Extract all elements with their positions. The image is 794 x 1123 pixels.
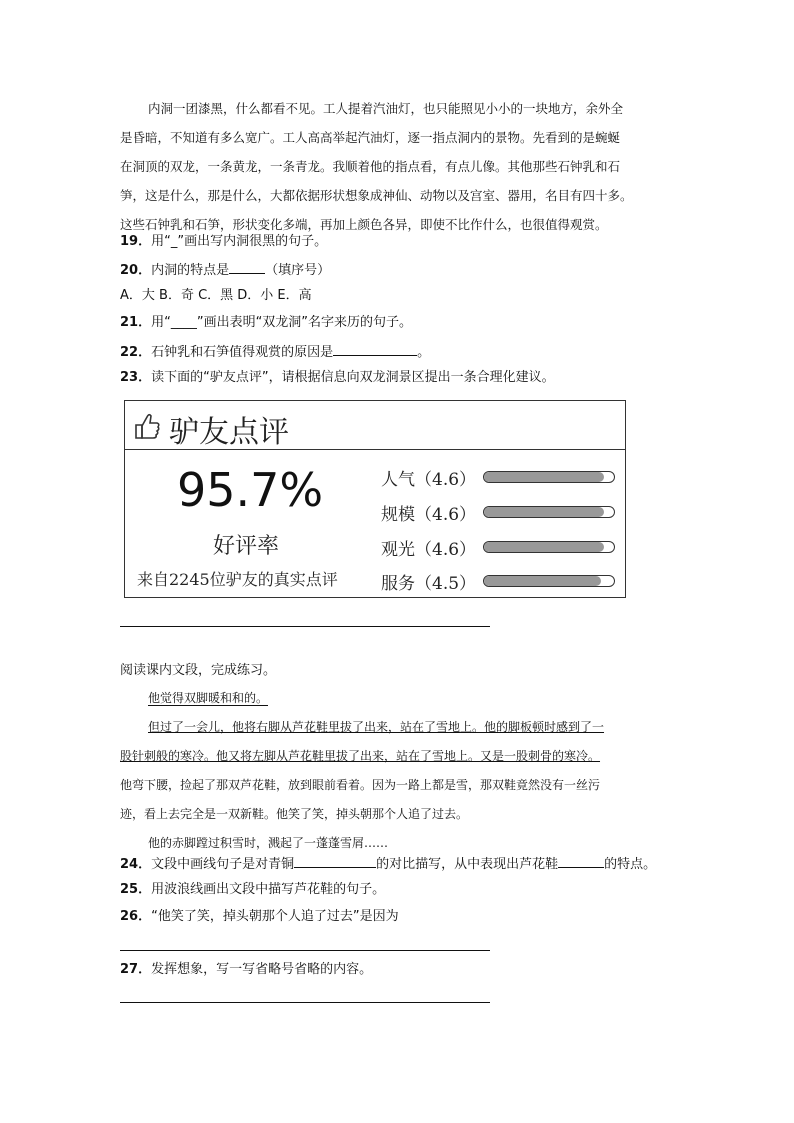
question-number: 24． bbox=[120, 857, 152, 872]
passage-line: 是昏暗，不知道有多么宽广。工人高高举起汽油灯，逐一指点洞内的景物。先看到的是蜿蜒 bbox=[120, 130, 621, 145]
question-number: 21． bbox=[120, 315, 152, 330]
review-card-header bbox=[125, 401, 625, 450]
question-25 bbox=[120, 881, 385, 899]
question-text: 用波浪线画出文段中描写芦花鞋的句子。 bbox=[151, 882, 386, 897]
question-text: 文段中画线句子是对青铜 bbox=[151, 857, 295, 872]
question-text: 用“____”画出表明“双龙洞”名字来历的句子。 bbox=[151, 315, 413, 330]
question-19 bbox=[120, 233, 327, 251]
question-text: 用“_”画出写内洞很黑的句子。 bbox=[151, 234, 328, 249]
question-text-after: 的特点。 bbox=[604, 857, 657, 872]
metric-bar-fill bbox=[484, 472, 604, 482]
metric-bar-fill bbox=[484, 576, 601, 586]
question-26 bbox=[120, 908, 399, 926]
question-number: 27． bbox=[120, 962, 152, 977]
answer-line-26[interactable] bbox=[120, 950, 490, 951]
question-number: 25． bbox=[120, 882, 152, 897]
answer-blank[interactable] bbox=[294, 854, 376, 868]
question-number: 20． bbox=[120, 263, 152, 278]
underlined-sentence: 他觉得双脚暖和和的。 bbox=[148, 691, 269, 705]
passage-line: 内洞一团漆黑，什么都看不见。工人提着汽油灯，也只能照见小小的一块地方，余外全 bbox=[148, 101, 624, 116]
review-source: 来自2245位驴友的真实点评 bbox=[137, 570, 338, 589]
question-text: 发挥想象，写一写省略号省略的内容。 bbox=[151, 962, 373, 977]
metric-bar-fill bbox=[484, 507, 604, 517]
question-text: 内洞的特点是 bbox=[151, 263, 230, 278]
section2-intro: 阅读课内文段，完成练习。 bbox=[120, 663, 277, 678]
question-text: 读下面的“驴友点评”，请根据信息向双龙洞景区提出一条合理化建议。 bbox=[151, 370, 555, 385]
question-text-mid: 的对比描写，从中表现出芦花鞋 bbox=[376, 857, 559, 872]
question-text: “他笑了笑，掉头朝那个人追了过去”是因为 bbox=[151, 909, 399, 924]
answer-blank[interactable] bbox=[229, 260, 265, 274]
question-20-options bbox=[120, 287, 312, 305]
options-text: A．大 B．奇 C．黑 D．小 E．高 bbox=[120, 288, 312, 303]
question-number: 26． bbox=[120, 909, 152, 924]
passage-cave bbox=[120, 94, 680, 239]
metric-bar-sightseeing bbox=[483, 541, 615, 553]
passage-line: 股针刺般的寒冷。他又将左脚从芦花鞋里拔了出来，站在了雪地上。又是一股刺骨的寒冷。 bbox=[120, 749, 601, 763]
passage-line: 这些石钟乳和石笋，形状变化多端，再加上颜色各异，即使不比作什么，也很值得观赏。 bbox=[120, 217, 608, 232]
passage-line: 他的赤脚蹚过积雪时，溅起了一蓬蓬雪屑…… bbox=[148, 836, 389, 850]
passage-line: 迹，看上去完全是一双新鞋。他笑了笑，掉头朝那个人追了过去。 bbox=[120, 807, 469, 821]
passage-line: 笋，这是什么，那是什么，大都依据形状想象成神仙、动物以及宫室、器用，名目有四十多。 bbox=[120, 188, 633, 203]
question-number: 22． bbox=[120, 345, 152, 360]
question-27 bbox=[120, 961, 372, 979]
passage-reed-shoes bbox=[120, 684, 680, 858]
question-23 bbox=[120, 369, 555, 387]
passage-line: 在洞顶的双龙，一条黄龙，一条青龙。我顺着他的指点看，有点儿像。其他那些石钟乳和石 bbox=[120, 159, 621, 174]
rating-percent: 95.7% bbox=[177, 463, 324, 517]
review-card bbox=[124, 400, 626, 598]
metric-label-sightseeing: 观光（4.6） bbox=[381, 540, 477, 560]
metric-bar-fill bbox=[484, 542, 604, 552]
review-card-title: 驴友点评 bbox=[169, 415, 289, 450]
answer-line-27[interactable] bbox=[120, 1002, 490, 1003]
metric-label-scale: 规模（4.6） bbox=[381, 505, 477, 525]
rating-label: 好评率 bbox=[213, 534, 280, 559]
thumbs-up-icon bbox=[133, 411, 161, 441]
metric-label-service: 服务（4.5） bbox=[381, 574, 477, 594]
passage-line: 他弯下腰，捡起了那双芦花鞋，放到眼前看着。因为一路上都是雪，那双鞋竟然没有一丝污 bbox=[120, 778, 601, 792]
question-20 bbox=[120, 260, 330, 280]
question-24 bbox=[120, 854, 656, 874]
answer-line-23[interactable] bbox=[120, 626, 490, 627]
metric-label-popularity: 人气（4.6） bbox=[381, 470, 477, 490]
question-text: 石钟乳和石笋值得观赏的原因是 bbox=[151, 345, 334, 360]
passage-line: 但过了一会儿，他将右脚从芦花鞋里拔了出来，站在了雪地上。他的脚板顿时感到了一 bbox=[148, 720, 605, 734]
answer-blank[interactable] bbox=[558, 854, 604, 868]
passage-line bbox=[120, 684, 680, 713]
question-number: 23． bbox=[120, 370, 152, 385]
question-number: 19． bbox=[120, 234, 152, 249]
answer-blank[interactable] bbox=[333, 342, 417, 356]
metric-bar-popularity bbox=[483, 471, 615, 483]
question-21 bbox=[120, 314, 412, 332]
metric-bar-scale bbox=[483, 506, 615, 518]
question-text-after: （填序号） bbox=[265, 263, 331, 278]
metric-bar-service bbox=[483, 575, 615, 587]
question-text-after: 。 bbox=[417, 345, 431, 360]
question-22 bbox=[120, 342, 430, 362]
